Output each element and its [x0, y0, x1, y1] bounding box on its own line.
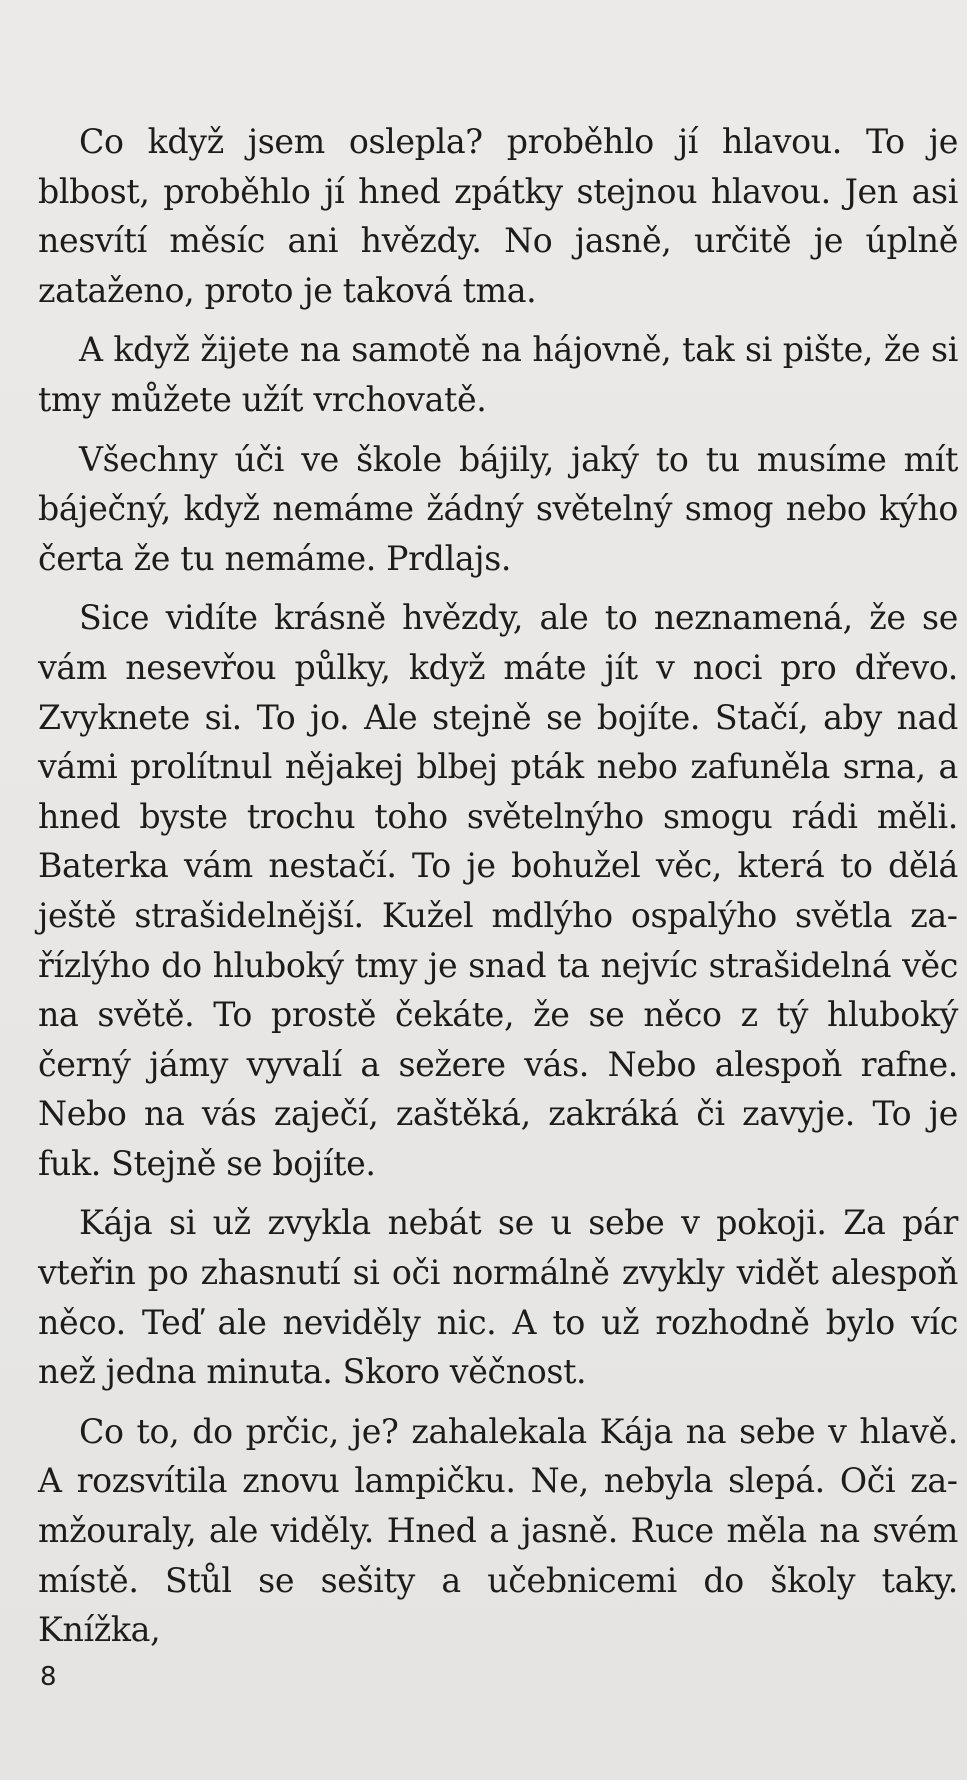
paragraph-2: A když žijete na samotě na hájovně, tak si pište, že si tmy můžete užít vrchovatě. [38, 330, 958, 419]
paragraph-4: Sice vidíte krásně hvězdy, ale to neznamená, že se vám nesevřou půlky, když máte jít v noci pro dřevo. Zvyknete si. To jo. Ale stejně se bojíte. Stačí, aby nad vámi prolítnul nějakej blbej pták nebo zafuněla srna, a hned byste trochu toho světelnýho smogu rádi měli. Baterka vám nestačí. To je bohužel věc, která to dělá ještě strašidelnější. Kužel mdlýho ospalýho světla zařízlýho do hluboký tmy je snad ta nejvíc strašidelná věc na světě. To prostě čekáte, že se něco z tý hluboký černý jámy vyvalí a sežere vás. Nebo alespoň rafne. Nebo na vás zaječí, zaštěká, zakráká či zavyje. To je fuk. Stejně se bojíte. [38, 598, 958, 1183]
page-number: 8 [40, 1662, 57, 1692]
page-text [38, 117, 958, 1655]
paragraph-5: Kája si už zvykla nebát se u sebe v pokoji. Za pár vteřin po zhasnutí si oči normálně zvykly vidět alespoň něco. Teď ale neviděly nic. A to už rozhodně bylo víc než jedna minuta. Skoro věčnost. [38, 1203, 958, 1392]
paragraph-3: Všechny úči ve škole bájily, jaký to tu musíme mít báječný, když nemáme žádný světelný smog nebo kýho čerta že tu nemáme. Prdlajs. [38, 439, 958, 578]
paragraph-1: Co když jsem oslepla? proběhlo jí hlavou. To je blbost, proběhlo jí hned zpátky stejnou hlavou. Jen asi nesvítí měsíc ani hvězdy. No jasně, určitě je úplně zataženo, proto je taková tma. [38, 122, 958, 310]
paragraph-6: Co to, do prčic, je? zahalekala Kája na sebe v hlavě. A rozsvítila znovu lampičku. Ne, nebyla slepá. Oči zamžouraly, ale viděly. Hned a jasně. Ruce měla na svém místě. Stůl se sešity a učebnicemi do školy taky. Knížka, [38, 1411, 958, 1650]
